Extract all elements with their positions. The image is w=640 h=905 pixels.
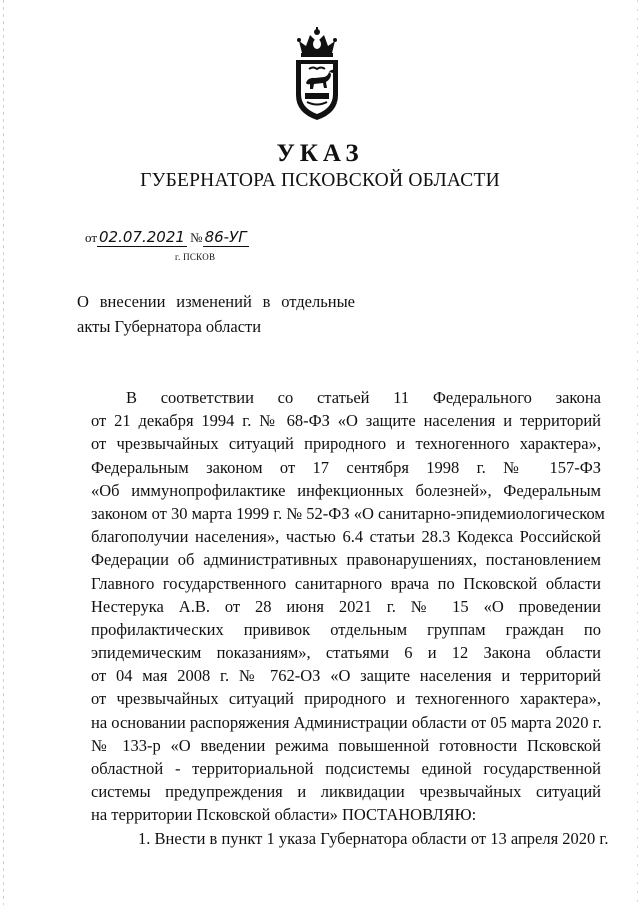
subject-block: [77, 289, 355, 339]
subject-line: акты Губернатора области: [77, 317, 262, 336]
body-line: Федеральным законом от 17 сентября 1998 г. № 157-ФЗ: [91, 457, 601, 477]
body-line: законом от 30 марта 1999 г. № 52-ФЗ «О санитарно-эпидемиологическом: [91, 503, 605, 523]
body-line: благополучии населения», частью 6.4 статьи 28.3 Кодекса Российской: [91, 527, 601, 547]
date-prefix: от: [85, 230, 98, 245]
body-line: «Об иммунопрофилактике инфекционных болезней», Федеральным: [91, 480, 601, 500]
body-line: от чрезвычайных ситуаций природного и техногенного характера»,: [91, 689, 601, 709]
document-title: УКАЗ: [276, 140, 364, 167]
pskov-coat-of-arms-icon: [291, 27, 343, 123]
date-number-line: [85, 228, 249, 246]
number-prefix: №: [190, 230, 203, 245]
body-line: Федерации об административных правонарушениях, постановлением: [91, 550, 601, 570]
body-line: эпидемическим показаниям», статьями 6 и 12 Закона области: [91, 643, 601, 663]
subject-line: О внесении изменений в отдельные: [77, 292, 355, 311]
body-line: Нестерука А.В. от 28 июня 2021 г. № 15 «О проведении: [91, 596, 601, 616]
city-label: г. ПСКОВ: [175, 252, 216, 262]
body-line: от 21 декабря 1994 г. № 68-ФЗ «О защите населения и территорий: [91, 411, 601, 431]
scan-edge-right: [637, 0, 638, 905]
date-handwritten: 02.07.2021: [99, 228, 185, 246]
body-line: от 04 мая 2008 г. № 762-ОЗ «О защите населения и территорий: [91, 666, 601, 686]
body-line: системы предупреждения и ликвидации чрезвычайных ситуаций: [91, 782, 601, 802]
body-line: В соответствии со статьей 11 Федерального закона: [126, 388, 601, 407]
body-line: областной - территориальной подсистемы единой государственной: [91, 759, 601, 778]
body-line: № 133-р «О введении режима повышенной готовности Псковской: [91, 735, 601, 755]
body-line: на основании распоряжения Администрации области от 05 марта 2020 г.: [91, 712, 602, 732]
number-handwritten: 86-УГ: [204, 228, 247, 246]
scan-edge-left: [3, 0, 4, 905]
body-line: профилактических прививок отдельным группам граждан по: [91, 619, 601, 639]
body-text: [91, 386, 609, 850]
body-line: на территории Псковской области» ПОСТАНОВЛЯЮ:: [91, 805, 477, 825]
document-subtitle: ГУБЕРНАТОРА ПСКОВСКОЙ ОБЛАСТИ: [140, 170, 500, 191]
body-line: от чрезвычайных ситуаций природного и техногенного характера»,: [91, 434, 601, 454]
body-line: Главного государственного санитарного врача по Псковской области: [91, 573, 601, 593]
body-line: 1. Внести в пункт 1 указа Губернатора области от 13 апреля 2020 г.: [138, 828, 609, 848]
